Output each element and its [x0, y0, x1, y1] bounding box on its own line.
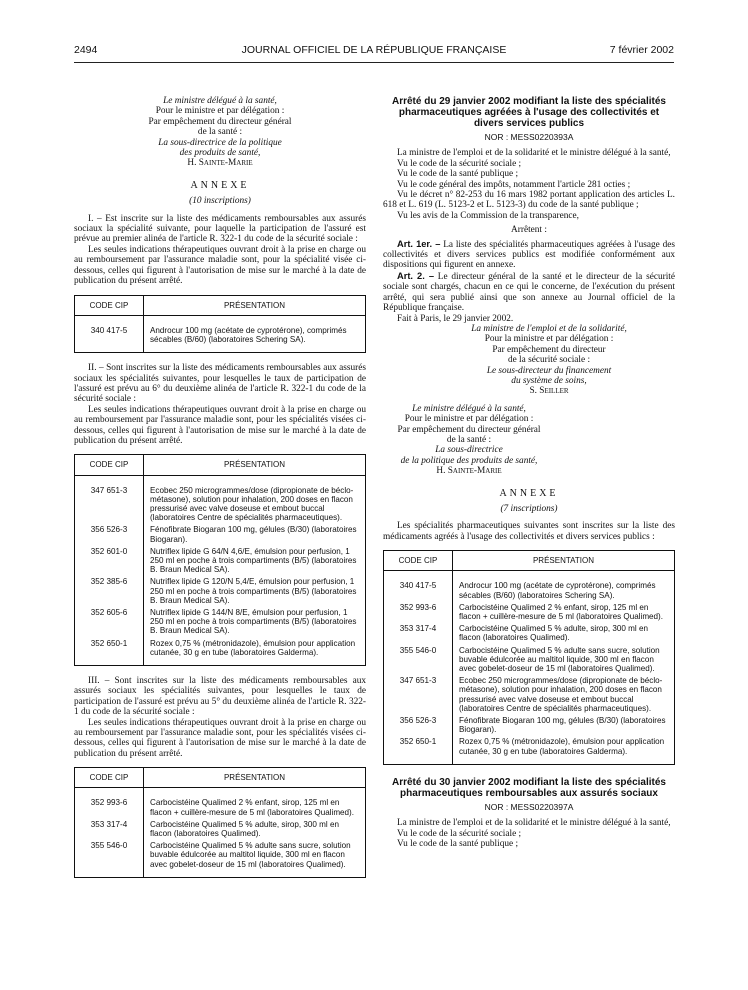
- presentation-text: Carbocistéine Qualimed 5 % adulte, sirop, 300 ml en flacon (laboratoires Qualimed).: [459, 624, 648, 643]
- annexe-count: (7 inscriptions): [500, 504, 558, 514]
- journal-title: JOURNAL OFFICIEL DE LA RÉPUBLIQUE FRANÇAISE: [241, 44, 507, 56]
- cip-code: 352 385-6: [75, 577, 144, 608]
- section-paragraph: I. – Est inscrite sur la liste des médicaments remboursables aux assurés sociaux la spécialité suivante, pour laquelle la participation de l'assuré est prévue au premier alinéa de l'article R. 322-1 du code de la sécurité sociale :: [74, 213, 366, 245]
- cip-code: 352 993-6: [75, 788, 144, 820]
- decree-paragraph: La ministre de l'emploi et de la solidarité et le ministre délégué à la santé,: [397, 818, 671, 829]
- presentation-text: Ecobec 250 microgrammes/dose (dipropionate de béclo-métasone), solution pour inhalation, 200 doses en flacon pressurisé avec valve doseuse et embout buccal (laboratoires Centre de spécialités pharmaceutiques).: [459, 676, 663, 713]
- presentation-text: Androcur 100 mg (acétate de cyprotérone), comprimés sécables (B/60) (laboratoires Schering SA).: [150, 325, 347, 344]
- cip-code: 352 650-1: [75, 639, 144, 666]
- signature-line: Le sous-directeur du financement: [486, 365, 612, 376]
- annexe-title: ANNEXE: [190, 179, 250, 191]
- col-header-code: CODE CIP: [75, 295, 144, 315]
- cip-code: 356 526-3: [75, 525, 144, 546]
- cip-table-1: [74, 295, 366, 354]
- presentation-text: Ecobec 250 microgrammes/dose (dipropionate de béclo-métasone), solution pour inhalation, 200 doses en flacon pressurisé avec valve doseuse et embout buccal (laboratoires Centre de spécialités pharmaceutiques).: [150, 485, 354, 523]
- signature-line: Pour le ministre et par délégation :: [155, 106, 285, 117]
- presentation-text: Carbocistéine Qualimed 5 % adulte sans sucre, solution buvable édulcorée au maltitol liquide, 300 ml en flacon avec gobelet-doseur de 15 ml (laboratoires Qualimed).: [459, 645, 660, 674]
- cip-code: 347 651-3: [75, 475, 144, 525]
- decree-title: Arrêté du 30 janvier 2002 modifiant la liste des spécialités pharmaceutiques remboursables aux assurés sociaux: [391, 776, 666, 799]
- signature-line: La sous-directrice: [435, 445, 503, 456]
- cip-code: 352 605-6: [75, 608, 144, 639]
- signature-block: [383, 324, 675, 397]
- cip-code: 352 650-1: [384, 737, 453, 764]
- signature-line: de la sécurité sociale :: [507, 355, 591, 366]
- signature-line: Le ministre délégué à la santé,: [412, 403, 526, 414]
- article-2: [383, 271, 675, 314]
- cip-table-2: [74, 454, 366, 666]
- cip-code: 352 993-6: [384, 603, 453, 624]
- decree-title: Arrêté du 29 janvier 2002 modifiant la liste des spécialités pharmaceutiques agréées à l'usage des collectivités et divers services publics: [391, 96, 666, 129]
- presentation-text: Fénofibrate Biogaran 100 mg, gélules (B/30) (laboratoires Biogaran).: [459, 716, 666, 735]
- col-header-code: CODE CIP: [384, 551, 453, 571]
- signature-line: Pour le ministre et par délégation :: [404, 414, 534, 425]
- decree-paragraph: Vu le code de la santé publique ;: [397, 169, 519, 180]
- signature-line: de la politique des produits de santé,: [400, 455, 538, 466]
- presentation-text: Carbocistéine Qualimed 5 % adulte sans sucre, solution buvable édulcorée au maltitol liquide, 300 ml en flacon avec gobelet-doseur de 15 ml (laboratoires Qualimed).: [150, 841, 351, 869]
- decree-paragraph: Vu le code de la sécurité sociale ;: [397, 828, 522, 839]
- article-text: La liste des spécialités pharmaceutiques agréées à l'usage des collectivités et divers services publics est modifiée conformément aux dispositions qui figurent en annexe.: [383, 239, 675, 271]
- fait-line: Fait à Paris, le 29 janvier 2002.: [397, 313, 514, 324]
- presentation-text: Carbocistéine Qualimed 2 % enfant, sirop, 125 ml en flacon + cuillère-mesure de 5 ml (laboratoires Qualimed).: [459, 602, 664, 622]
- section-paragraph: Les seules indications thérapeutiques ouvrant droit à la prise en charge ou au remboursement par l'assurance maladie sont, pour la spécialité visée ci-dessous, celles qui figurent à l'autorisation de mise sur le marché à la date de publication du présent arrêté.: [74, 244, 366, 287]
- col-header-presentation: PRÉSENTATION: [453, 551, 675, 571]
- cip-code: 352 601-0: [75, 547, 144, 578]
- signature-line: Le ministre délégué à la santé,: [163, 96, 277, 106]
- table-row: [384, 571, 675, 603]
- presentation-text: Fénofibrate Biogaran 100 mg, gélules (B/30) (laboratoires Biogaran).: [150, 525, 357, 544]
- cip-code: 355 546-0: [75, 841, 144, 877]
- table-row: [384, 603, 675, 624]
- article-label: Art. 2. –: [397, 270, 435, 281]
- cip-code: 340 417-5: [384, 571, 453, 603]
- article-text: Le directeur général de la santé et le directeur de la sécurité sociale sont chargés, chacun en ce qui le concerne, de l'exécution du présent arrêté, qui sera publié ainsi que son annexe au Journal officiel de la République française.: [383, 271, 675, 314]
- cip-code: 356 526-3: [384, 716, 453, 737]
- signature-line: Pour la ministre et par délégation :: [484, 334, 614, 345]
- presentation-text: Nutriflex lipide G 120/N 5,4/E, émulsion pour perfusion, 1 250 ml en poche à trois compartiments (B/5) (laboratoires B. Braun Medical SA).: [150, 577, 357, 605]
- section-paragraph: Les seules indications thérapeutiques ouvrant droit à la prise en charge ou au remboursement par l'assurance maladie sont, pour les spécialités visées ci-dessous, celles qui figurent à l'autorisation de mise sur le marché à la date de publication du présent arrêté.: [74, 717, 366, 759]
- cip-code: 353 317-4: [384, 624, 453, 645]
- table-row: [384, 716, 675, 737]
- table-row: [75, 547, 366, 578]
- signature-line: Par empêchement du directeur général: [397, 424, 541, 435]
- col-header-presentation: PRÉSENTATION: [144, 295, 366, 315]
- decree-paragraph: Vu le décret n° 82-253 du 16 mars 1982 portant application des articles L. 618 et L. 619 (L. 5123-2 et L. 5123-3) du code de la santé publique ;: [383, 190, 675, 211]
- presentation-text: Carbocistéine Qualimed 2 % enfant, sirop, 125 ml en flacon + cuillère-mesure de 5 ml (laboratoires Qualimed).: [150, 798, 355, 817]
- cip-code: 340 417-5: [75, 315, 144, 352]
- left-column: [74, 96, 366, 888]
- section-paragraph: Les seules indications thérapeutiques ouvrant droit à la prise en charge ou au remboursement par l'assurance maladie sont, pour les spécialités visées ci-dessous, celles qui figurent à l'autorisation de mise sur le marché à la date de publication du présent arrêté.: [74, 404, 366, 446]
- decree-paragraph: La ministre de l'emploi et de la solidarité et le ministre délégué à la santé,: [397, 148, 671, 159]
- signatory-name: H. Sainte-Marie: [436, 466, 502, 477]
- col-header-presentation: PRÉSENTATION: [144, 455, 366, 475]
- signatory-name: S. Seiller: [529, 386, 569, 397]
- signature-block: [74, 96, 366, 169]
- decree-paragraph: Vu le code de la santé publique ;: [397, 839, 519, 850]
- cip-table-4: [383, 550, 675, 765]
- signature-line: de la santé :: [446, 434, 492, 445]
- table-row: [75, 475, 366, 525]
- presentation-text: Carbocistéine Qualimed 5 % adulte, sirop, 300 ml en flacon (laboratoires Qualimed).: [150, 819, 339, 839]
- nor-reference: NOR : MESS0220397A: [484, 801, 574, 812]
- signature-line: La sous-directrice de la politique: [158, 137, 282, 148]
- table-row: [75, 525, 366, 546]
- section-paragraph: II. – Sont inscrites sur la liste des médicaments remboursables aux assurés sociaux les spécialités suivantes, pour lesquelles le taux de participation de l'assuré est prévu au 6° du deuxième alinéa de l'article R. 322-1 du code de la sécurité sociale :: [74, 363, 366, 405]
- issue-date: 7 février 2002: [609, 44, 674, 56]
- presentation-text: Nutriflex lipide G 64/N 4,6/E, émulsion pour perfusion, 1 250 ml en poche à trois compartiments (B/5) (laboratoires B. Braun Medical SA).: [150, 546, 357, 575]
- table-row: [75, 788, 366, 820]
- table-row: [384, 646, 675, 677]
- signature-block: [383, 404, 675, 477]
- table-row: [75, 315, 366, 352]
- article-1: [383, 239, 675, 271]
- presentation-text: Rozex 0,75 % (métronidazole), émulsion pour application cutanée, 30 g en tube (laboratoires Galderma).: [150, 638, 356, 657]
- presentation-text: Rozex 0,75 % (métronidazole), émulsion pour application cutanée, 30 g en tube (laboratoires Galderma).: [459, 737, 665, 756]
- table-row: [384, 676, 675, 716]
- col-header-presentation: PRÉSENTATION: [144, 768, 366, 788]
- table-row: [75, 639, 366, 666]
- signature-line: du système de soins,: [511, 375, 587, 386]
- cip-code: 347 651-3: [384, 676, 453, 716]
- header-rule: [74, 62, 674, 63]
- signatory-name: H. Sainte-Marie: [187, 158, 253, 169]
- table-row: [384, 624, 675, 645]
- page-number: 2494: [74, 44, 98, 56]
- presentation-text: Nutriflex lipide G 144/N 8/E, émulsion pour perfusion, 1 250 ml en poche à trois compartiments (B/5) (laboratoires B. Braun Medical SA).: [150, 608, 357, 636]
- section-paragraph: III. – Sont inscrites sur la liste des médicaments remboursables aux assurés sociaux les spécialités suivantes, pour lesquelles le taux de participation de l'assuré est prévu au 5° du deuxième alinéa de l'article R. 322-1 du code de la sécurité sociale :: [74, 676, 366, 718]
- presentation-text: Androcur 100 mg (acétate de cyprotérone), comprimés sécables (B/60) (laboratoires Schering SA).: [459, 581, 656, 600]
- arretent-label: Arrêtent :: [511, 225, 547, 236]
- signature-line: Par empêchement du directeur général: [148, 116, 292, 127]
- cip-code: 355 546-0: [384, 646, 453, 677]
- col-header-code: CODE CIP: [75, 455, 144, 475]
- right-column: [383, 96, 675, 850]
- annexe-paragraph: Les spécialités pharmaceutiques suivantes sont inscrites sur la liste des médicaments agréés à l'usage des collectivités et divers services publics :: [383, 521, 675, 542]
- annexe-title: ANNEXE: [499, 487, 559, 499]
- signature-line: La ministre de l'emploi et de la solidarité,: [471, 323, 627, 334]
- decree-paragraph: Vu le code de la sécurité sociale ;: [397, 158, 522, 169]
- cip-code: 353 317-4: [75, 820, 144, 841]
- annexe-count: (10 inscriptions): [189, 196, 251, 207]
- nor-reference: NOR : MESS0220393A: [484, 132, 574, 142]
- decree-paragraph: Vu le code général des impôts, notamment l'article 281 octies ;: [397, 179, 631, 190]
- table-row: [75, 841, 366, 877]
- page-header: [74, 44, 674, 58]
- table-row: [75, 820, 366, 841]
- col-header-code: CODE CIP: [75, 768, 144, 788]
- table-row: [75, 608, 366, 639]
- signature-line: Par empêchement du directeur: [492, 344, 606, 355]
- cip-table-3: [74, 767, 366, 878]
- table-row: [75, 577, 366, 608]
- signature-line: de la santé :: [197, 127, 243, 138]
- table-row: [384, 737, 675, 764]
- signature-line: des produits de santé,: [179, 148, 261, 159]
- article-label: Art. 1er. –: [397, 238, 441, 249]
- decree-paragraph: Vu les avis de la Commission de la transparence,: [397, 210, 579, 221]
